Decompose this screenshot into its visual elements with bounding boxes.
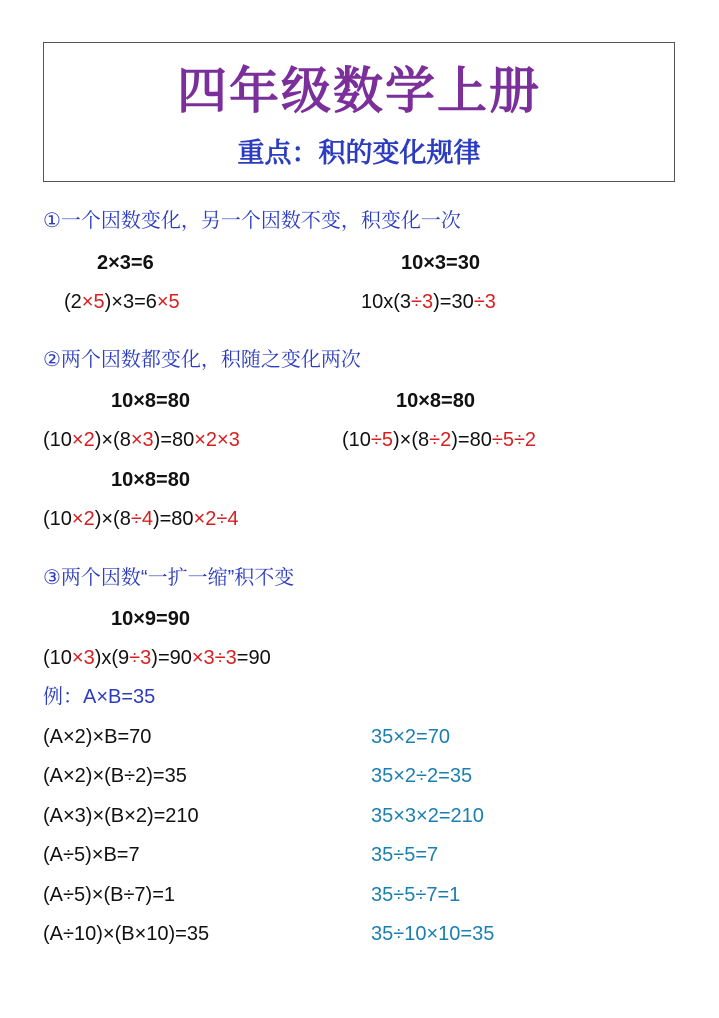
eq-part: )=80 xyxy=(451,429,492,451)
eq-part: (2 xyxy=(64,291,82,313)
eq-highlight: ×5 xyxy=(156,291,180,313)
eq-highlight: ÷3 xyxy=(411,291,434,313)
eq-part: )×3=6 xyxy=(104,291,157,313)
eq-part: )=80 xyxy=(152,508,194,530)
section2-left-equation xyxy=(43,428,240,452)
eq-part: )×(8 xyxy=(94,429,131,451)
eq-part: )=80 xyxy=(153,429,195,451)
example-right: 35÷5=7 xyxy=(371,844,439,866)
eq-highlight: ×3 xyxy=(71,647,95,669)
section3-equation xyxy=(43,646,271,670)
section3-heading: ③两个因数“一扩一缩”积不变 xyxy=(43,567,295,589)
section1-right-base: 10×3=30 xyxy=(401,252,480,274)
eq-part: (10 xyxy=(43,647,72,669)
eq-highlight: ÷3 xyxy=(473,291,496,313)
title-box xyxy=(43,42,675,182)
section2-heading: ②两个因数都变化，积随之变化两次 xyxy=(43,349,361,371)
eq-part: )×(8 xyxy=(393,429,430,451)
example-left: (A÷5)×(B÷7)=1 xyxy=(43,884,176,906)
section2-right-base: 10×8=80 xyxy=(396,390,475,412)
eq-part: )=90 xyxy=(151,647,192,669)
eq-highlight: ÷5 xyxy=(370,429,394,451)
eq-part: )=30 xyxy=(433,291,474,313)
eq-highlight: ÷5÷2 xyxy=(491,429,537,451)
eq-highlight: ×2÷4 xyxy=(193,508,239,530)
eq-highlight: ×2 xyxy=(71,508,95,530)
section1-heading: ①一个因数变化，另一个因数不变，积变化一次 xyxy=(43,210,461,232)
example-left: (A×2)×(B÷2)=35 xyxy=(43,765,187,787)
eq-part: 10x(3 xyxy=(361,291,412,313)
eq-part: (10 xyxy=(43,429,72,451)
section1-left-equation xyxy=(64,290,180,314)
section1-right-equation xyxy=(361,290,496,314)
eq-part: =90 xyxy=(236,647,271,669)
section3-base: 10×9=90 xyxy=(111,608,190,630)
section2-third-base: 10×8=80 xyxy=(111,469,190,491)
sub-title: 重点：积的变化规律 xyxy=(237,138,481,169)
eq-highlight: ×3÷3 xyxy=(191,647,237,669)
section2-left-base: 10×8=80 xyxy=(111,390,190,412)
eq-highlight: ×2 xyxy=(71,429,95,451)
eq-part: (10 xyxy=(43,508,72,530)
example-right: 35×2=70 xyxy=(371,726,450,748)
example-left: (A×2)×B=70 xyxy=(43,726,152,748)
eq-part: (10 xyxy=(342,429,371,451)
example-left: (A÷5)×B=7 xyxy=(43,844,140,866)
example-left: (A÷10)×(B×10)=35 xyxy=(43,923,210,945)
example-right: 35×3×2=210 xyxy=(371,805,484,827)
section1-left-base: 2×3=6 xyxy=(97,252,154,274)
example-left: (A×3)×(B×2)=210 xyxy=(43,805,199,827)
section2-right-equation xyxy=(342,428,536,452)
example-right: 35÷5÷7=1 xyxy=(371,884,461,906)
example-right: 35×2÷2=35 xyxy=(371,765,473,787)
example-label: 例：A×B=35 xyxy=(43,686,156,708)
eq-highlight: ×5 xyxy=(81,291,105,313)
eq-highlight: ×3 xyxy=(130,429,154,451)
eq-highlight: ÷3 xyxy=(129,647,152,669)
example-right: 35÷10×10=35 xyxy=(371,923,495,945)
eq-highlight: ÷2 xyxy=(429,429,452,451)
section2-third-equation xyxy=(43,507,238,531)
eq-part: )x(9 xyxy=(94,647,130,669)
eq-highlight: ÷4 xyxy=(130,508,153,530)
eq-part: )×(8 xyxy=(94,508,131,530)
eq-highlight: ×2×3 xyxy=(194,429,240,451)
main-title: 四年级数学上册 xyxy=(177,61,541,120)
